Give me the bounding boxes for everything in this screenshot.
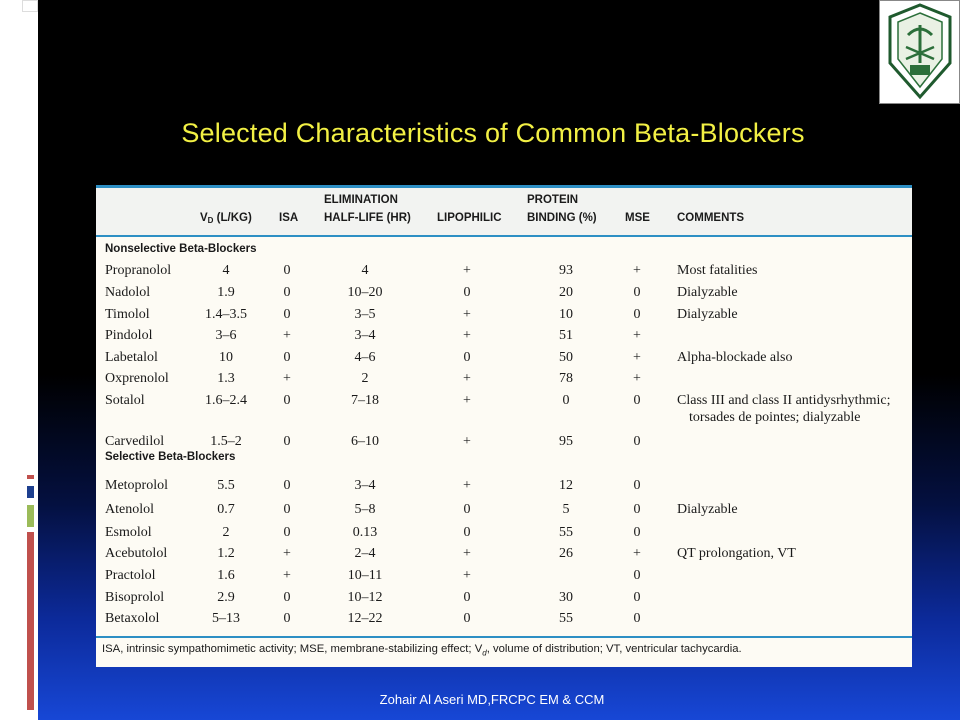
cell-comment: Most fatalities bbox=[677, 263, 758, 278]
table-top-rule bbox=[96, 185, 912, 188]
cell-mse: 0 bbox=[633, 568, 641, 583]
cell-drug: Metoprolol bbox=[105, 478, 168, 493]
header-protein-2: BINDING (%) bbox=[527, 212, 597, 224]
cell-pb: 30 bbox=[559, 590, 573, 605]
cell-mse: + bbox=[633, 350, 641, 365]
cell-pb: 5 bbox=[562, 502, 570, 517]
cell-drug: Propranolol bbox=[105, 263, 172, 278]
cell-vd: 1.4–3.5 bbox=[205, 307, 247, 322]
cell-pb: 12 bbox=[559, 478, 573, 493]
header-half-life-2: HALF-LIFE (HR) bbox=[324, 212, 411, 224]
cell-vd: 1.9 bbox=[217, 285, 235, 300]
cell-lipo: + bbox=[463, 307, 471, 322]
cell-isa: + bbox=[283, 371, 291, 386]
slide-footer: Zohair Al Aseri MD,FRCPC EM & CCM bbox=[379, 692, 605, 707]
cell-pb: 0 bbox=[562, 393, 570, 408]
cell-pb: 50 bbox=[559, 350, 573, 365]
cell-isa: 0 bbox=[283, 350, 291, 365]
cell-isa: + bbox=[283, 546, 291, 561]
cell-vd: 1.6–2.4 bbox=[205, 393, 247, 408]
cell-half: 10–20 bbox=[347, 285, 383, 300]
cell-comment: QT prolongation, VT bbox=[677, 546, 796, 561]
cell-isa: 0 bbox=[283, 502, 291, 517]
header-half-life-1: ELIMINATION bbox=[324, 194, 398, 206]
cell-half: 3–4 bbox=[354, 328, 376, 343]
cell-isa: 0 bbox=[283, 525, 291, 540]
cell-half: 3–4 bbox=[354, 478, 376, 493]
header-rule bbox=[96, 235, 912, 237]
cell-mse: 0 bbox=[633, 393, 641, 408]
cell-lipo: + bbox=[463, 568, 471, 583]
cell-half: 6–10 bbox=[351, 434, 379, 449]
cell-half: 2–4 bbox=[354, 546, 376, 561]
cell-vd: 5–13 bbox=[212, 611, 240, 626]
cell-lipo: + bbox=[463, 393, 471, 408]
cell-vd: 2 bbox=[222, 525, 230, 540]
cell-comment-continued: torsades de pointes; dialyzable bbox=[689, 410, 861, 425]
cell-lipo: + bbox=[463, 263, 471, 278]
cell-lipo: + bbox=[463, 478, 471, 493]
cell-drug: Atenolol bbox=[105, 502, 154, 517]
cell-half: 3–5 bbox=[354, 307, 376, 322]
header-vd: VD (L/KG) bbox=[200, 212, 252, 225]
cell-mse: + bbox=[633, 371, 641, 386]
cell-drug: Practolol bbox=[105, 568, 156, 583]
cell-isa: 0 bbox=[283, 263, 291, 278]
cell-lipo: 0 bbox=[463, 285, 471, 300]
cell-isa: 0 bbox=[283, 611, 291, 626]
header-lipophilic: LIPOPHILIC bbox=[437, 212, 502, 224]
header-protein-1: PROTEIN bbox=[527, 194, 579, 206]
cell-comment: Dialyzable bbox=[677, 307, 738, 322]
cell-mse: 0 bbox=[633, 590, 641, 605]
cell-pb: 78 bbox=[559, 371, 573, 386]
cell-pb: 93 bbox=[559, 263, 573, 278]
cell-drug: Bisoprolol bbox=[105, 590, 165, 605]
cell-drug: Pindolol bbox=[105, 328, 153, 343]
cell-pb: 55 bbox=[559, 611, 573, 626]
header-background bbox=[96, 185, 912, 235]
header-mse: MSE bbox=[625, 212, 650, 224]
cell-pb: 51 bbox=[559, 328, 573, 343]
cell-drug: Carvedilol bbox=[105, 434, 165, 449]
cell-lipo: 0 bbox=[463, 502, 471, 517]
cell-isa: 0 bbox=[283, 478, 291, 493]
cell-half: 12–22 bbox=[347, 611, 383, 626]
cell-isa: 0 bbox=[283, 590, 291, 605]
cell-drug: Nadolol bbox=[105, 285, 151, 300]
cell-vd: 1.6 bbox=[217, 568, 235, 583]
cell-pb: 95 bbox=[559, 434, 573, 449]
cell-comment: Dialyzable bbox=[677, 285, 738, 300]
cell-mse: + bbox=[633, 328, 641, 343]
cell-mse: 0 bbox=[633, 307, 641, 322]
cell-drug: Labetalol bbox=[105, 350, 158, 365]
header-isa: ISA bbox=[279, 212, 299, 224]
cell-half: 4–6 bbox=[354, 350, 376, 365]
cell-drug: Sotalol bbox=[105, 393, 145, 408]
cell-mse: 0 bbox=[633, 434, 641, 449]
cell-pb: 20 bbox=[559, 285, 573, 300]
cell-half: 7–18 bbox=[351, 393, 379, 408]
cell-drug: Esmolol bbox=[105, 525, 152, 540]
cell-vd: 5.5 bbox=[217, 478, 235, 493]
cell-vd: 3–6 bbox=[215, 328, 237, 343]
cell-lipo: + bbox=[463, 371, 471, 386]
cell-drug: Timolol bbox=[105, 307, 150, 322]
section-title: Nonselective Beta-Blockers bbox=[105, 243, 257, 255]
cell-pb: 55 bbox=[559, 525, 573, 540]
section-title: Selective Beta-Blockers bbox=[105, 451, 236, 463]
cell-mse: 0 bbox=[633, 502, 641, 517]
cell-half: 10–11 bbox=[347, 568, 383, 583]
cell-pb: 10 bbox=[559, 307, 573, 322]
cell-lipo: 0 bbox=[463, 525, 471, 540]
header-comments: COMMENTS bbox=[677, 212, 745, 224]
cell-half: 4 bbox=[361, 263, 369, 278]
cell-half: 2 bbox=[361, 371, 369, 386]
cell-lipo: 0 bbox=[463, 350, 471, 365]
seal-icon bbox=[880, 1, 959, 103]
cell-mse: + bbox=[633, 263, 641, 278]
cell-lipo: + bbox=[463, 328, 471, 343]
cell-mse: 0 bbox=[633, 285, 641, 300]
cell-drug: Oxprenolol bbox=[105, 371, 169, 386]
cell-drug: Acebutolol bbox=[105, 546, 168, 561]
cell-lipo: + bbox=[463, 546, 471, 561]
cell-half: 0.13 bbox=[352, 525, 378, 540]
cell-mse: 0 bbox=[633, 478, 641, 493]
cell-isa: 0 bbox=[283, 307, 291, 322]
cell-comment: Class III and class II antidysrhythmic; bbox=[677, 393, 891, 408]
cell-isa: 0 bbox=[283, 434, 291, 449]
cell-pb: 26 bbox=[559, 546, 573, 561]
cell-vd: 1.5–2 bbox=[210, 434, 242, 449]
footnote-rule bbox=[96, 636, 912, 638]
cell-vd: 4 bbox=[222, 263, 230, 278]
cell-comment: Dialyzable bbox=[677, 502, 738, 517]
slide-title: Selected Characteristics of Common Beta-Blockers bbox=[181, 118, 805, 148]
cell-isa: + bbox=[283, 568, 291, 583]
cell-mse: 0 bbox=[633, 611, 641, 626]
cell-isa: 0 bbox=[283, 393, 291, 408]
cell-mse: + bbox=[633, 546, 641, 561]
cell-vd: 10 bbox=[219, 350, 233, 365]
cell-vd: 2.9 bbox=[217, 590, 235, 605]
cell-half: 10–12 bbox=[347, 590, 383, 605]
cell-drug: Betaxolol bbox=[105, 611, 160, 626]
cell-mse: 0 bbox=[633, 525, 641, 540]
table-footnote: ISA, intrinsic sympathomimetic activity; MSE, membrane-stabilizing effect; $V_d$, volume of distribution; VT, ventricular tachycardia. bbox=[102, 643, 742, 658]
cell-isa: 0 bbox=[283, 285, 291, 300]
cell-vd: 1.2 bbox=[217, 546, 235, 561]
cell-vd: 0.7 bbox=[217, 502, 235, 517]
cell-lipo: 0 bbox=[463, 611, 471, 626]
cell-lipo: + bbox=[463, 434, 471, 449]
cell-half: 5–8 bbox=[354, 502, 376, 517]
university-logo bbox=[879, 0, 960, 104]
cell-comment: Alpha-blockade also bbox=[677, 350, 793, 365]
cell-vd: 1.3 bbox=[217, 371, 235, 386]
cell-isa: + bbox=[283, 328, 291, 343]
cell-lipo: 0 bbox=[463, 590, 471, 605]
table-body bbox=[96, 185, 912, 667]
beta-blocker-table bbox=[96, 185, 912, 667]
